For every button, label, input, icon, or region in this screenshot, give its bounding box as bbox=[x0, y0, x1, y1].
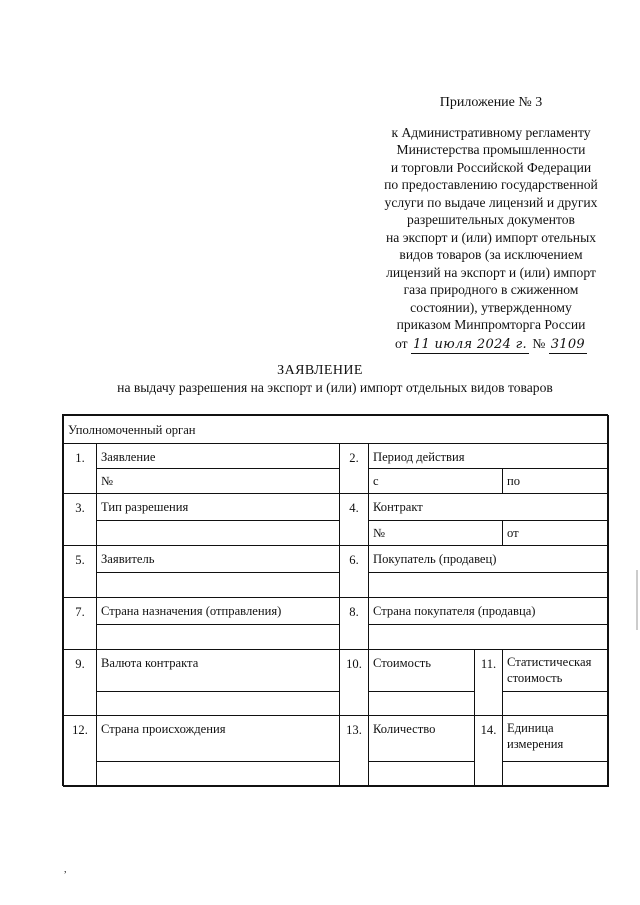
scan-edge bbox=[636, 570, 638, 630]
validity-period-label: Период действия bbox=[368, 443, 609, 469]
authority-field[interactable] bbox=[63, 415, 609, 444]
field-number: 12. bbox=[63, 715, 97, 787]
document-subtitle: на выдачу разрешения на экспорт и (или) импорт отдельных видов товаров bbox=[117, 380, 553, 395]
handwritten-number: 3109 bbox=[549, 336, 587, 355]
field-number: 5. bbox=[63, 545, 97, 598]
field-number: 9. bbox=[63, 649, 97, 716]
appendix-line: услуги по выдаче лицензий и других bbox=[384, 194, 598, 210]
contract-number-field[interactable] bbox=[368, 520, 503, 546]
application-number-label: № bbox=[101, 474, 114, 488]
appendix-header bbox=[360, 94, 622, 354]
unit-label bbox=[502, 715, 609, 762]
appendix-title: Приложение № 3 bbox=[439, 95, 543, 110]
field-number: 1. bbox=[63, 443, 97, 494]
appendix-line: и торговли Российской Федерации bbox=[390, 159, 592, 175]
application-number-field[interactable] bbox=[96, 468, 340, 494]
field-number: 2. bbox=[339, 443, 369, 494]
handwritten-date: 11 июля 2024 г. bbox=[411, 336, 529, 355]
number-prefix: № bbox=[532, 335, 546, 351]
contract-label: Контракт bbox=[368, 493, 609, 521]
appendix-line: газа природного в сжиженном bbox=[403, 282, 579, 297]
field-number: 6. bbox=[339, 545, 369, 598]
destination-country-field[interactable] bbox=[96, 624, 340, 650]
appendix-line: Министерства промышленности bbox=[396, 142, 586, 157]
field-number: 8. bbox=[339, 597, 369, 650]
origin-country-field[interactable] bbox=[96, 761, 340, 787]
appendix-line: приказом Минпромторга России bbox=[396, 317, 586, 332]
statistical-value-label-line2: стоимость bbox=[507, 671, 563, 685]
origin-country-label: Страна происхождения bbox=[96, 715, 340, 762]
quantity-label: Количество bbox=[368, 715, 475, 762]
date-prefix: от bbox=[395, 335, 408, 351]
appendix-line: состоянии), утвержденному bbox=[410, 299, 572, 315]
field-number: 13. bbox=[339, 715, 369, 787]
document-title: ЗАЯВЛЕНИЕ bbox=[277, 363, 363, 378]
statistical-value-label-line1: Статистическая bbox=[507, 655, 592, 669]
field-number: 10. bbox=[339, 649, 369, 716]
appendix-line: к Административному регламенту bbox=[391, 124, 591, 140]
period-from-field[interactable] bbox=[368, 468, 503, 494]
field-number: 3. bbox=[63, 493, 97, 546]
application-form bbox=[62, 414, 608, 786]
period-from-label: с bbox=[373, 474, 379, 488]
field-number: 7. bbox=[63, 597, 97, 650]
contract-currency-field[interactable] bbox=[96, 691, 340, 716]
contract-number-label: № bbox=[373, 526, 386, 540]
appendix-line: разрешительных документов bbox=[407, 212, 575, 227]
field-number: 11. bbox=[474, 649, 503, 716]
period-to-field[interactable] bbox=[502, 468, 609, 494]
value-label: Стоимость bbox=[368, 649, 475, 692]
order-date-line bbox=[360, 335, 622, 355]
field-number: 4. bbox=[339, 493, 369, 546]
period-to-label: по bbox=[507, 474, 521, 488]
appendix-line: на экспорт и (или) импорт отельных bbox=[385, 229, 596, 245]
statistical-value-field[interactable] bbox=[502, 691, 609, 716]
contract-date-label: от bbox=[507, 526, 519, 540]
destination-country-label: Страна назначения (отправления) bbox=[96, 597, 340, 625]
scan-mark: , bbox=[64, 864, 67, 875]
buyer-label: Покупатель (продавец) bbox=[368, 545, 609, 573]
buyer-country-field[interactable] bbox=[368, 624, 609, 650]
unit-label-line1: Единица bbox=[507, 721, 554, 735]
contract-date-field[interactable] bbox=[502, 520, 609, 546]
permit-type-label: Тип разрешения bbox=[96, 493, 340, 521]
quantity-field[interactable] bbox=[368, 761, 475, 787]
unit-field[interactable] bbox=[502, 761, 609, 787]
appendix-line: лицензий на экспорт и (или) импорт bbox=[386, 264, 596, 280]
application-label: Заявление bbox=[96, 443, 340, 469]
contract-currency-label: Валюта контракта bbox=[96, 649, 340, 692]
authority-label: Уполномоченный орган bbox=[68, 423, 196, 437]
appendix-line: по предоставлению государственной bbox=[384, 177, 598, 192]
appendix-line: видов товаров (за исключением bbox=[399, 247, 583, 262]
buyer-field[interactable] bbox=[368, 572, 609, 598]
value-field[interactable] bbox=[368, 691, 475, 716]
permit-type-field[interactable] bbox=[96, 520, 340, 546]
buyer-country-label: Страна покупателя (продавца) bbox=[368, 597, 609, 625]
applicant-field[interactable] bbox=[96, 572, 340, 598]
applicant-label: Заявитель bbox=[96, 545, 340, 573]
field-number: 14. bbox=[474, 715, 503, 787]
statistical-value-label bbox=[502, 649, 609, 692]
unit-label-line2: измерения bbox=[507, 737, 564, 751]
